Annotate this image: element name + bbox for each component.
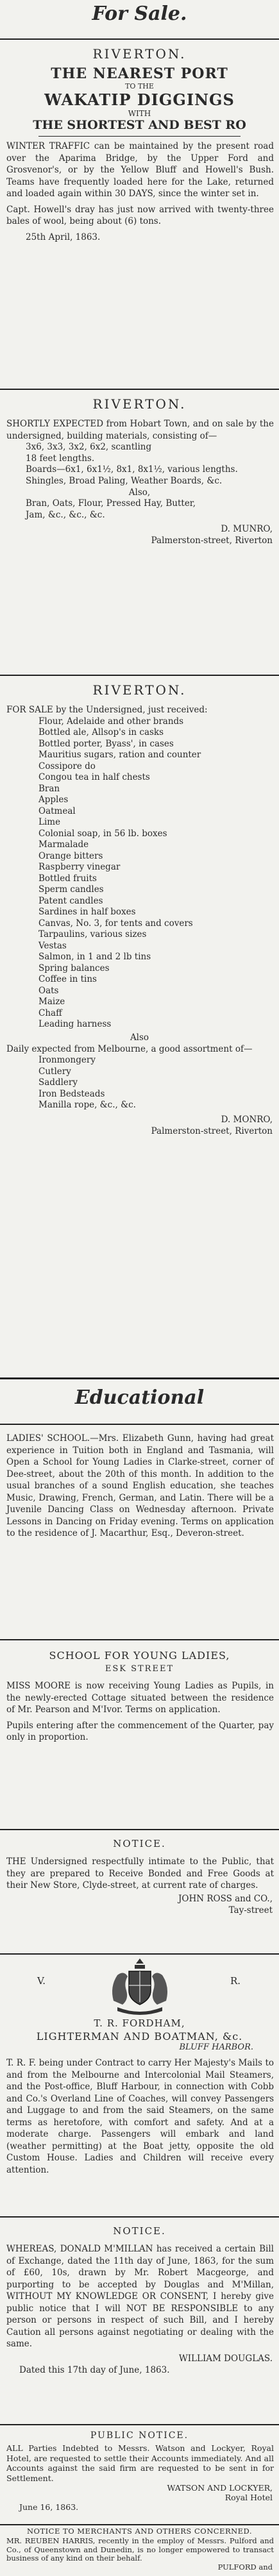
advert-notice-merchants xyxy=(0,2525,279,2576)
advert-public-notice xyxy=(0,2427,279,2523)
materials-list xyxy=(0,442,279,487)
advert-heading: RIVERTON. xyxy=(92,396,187,412)
advert-body: Capt. Howell's dray has just now arrived with twenty-three bales of wool, being about (6) tons. xyxy=(6,204,274,226)
advert-school-esk-street xyxy=(0,1642,279,1828)
advert-address: Tay-street xyxy=(228,1905,273,1915)
advert-date: June 16, 1863. xyxy=(19,2502,79,2512)
list-item: Boards—6x1, 6x1½, 8x1, 8x1½, various lengths. xyxy=(26,464,238,475)
crest-right-letter: R. xyxy=(230,1975,241,1987)
divider xyxy=(0,38,279,40)
list-item: Jam, &c., &c., &c. xyxy=(26,509,105,520)
advert-body: MR. REUBEN HARRIS, recently in the employ of Messrs. Pulford and Co., of Queenstown and Dunedin, is no longer empowered to transact business of any kind on their behalf. xyxy=(6,2536,274,2563)
list-item: Vestas xyxy=(38,940,67,951)
advert-signature: WATSON AND LOCKYER, xyxy=(167,2483,273,2493)
divider xyxy=(38,136,241,137)
list-item: Salmon, in 1 and 2 lb tins xyxy=(38,952,151,962)
advert-body: WINTER TRAFFIC can be maintained by the present road over the Aparima Bridge, by the Upper Ford and Grosvenor's, or by the Yellow Bluff and Howell's Bush. Teams have frequently loaded here for the Lake, returned and loaded again within 30 DAYS, since the winter set in. xyxy=(6,141,274,199)
list-item: Canvas, No. 3, for tents and covers xyxy=(38,918,193,929)
list-item: Shingles, Broad Paling, Weather Boards, &c. xyxy=(26,475,223,486)
royal-crest-row xyxy=(0,1956,279,2017)
advert-line: WITH xyxy=(128,109,151,118)
list-item: 18 feet lengths. xyxy=(26,453,95,464)
divider xyxy=(0,1424,279,1425)
list-item: Bran xyxy=(38,783,60,794)
advert-line: THE NEAREST PORT xyxy=(51,65,228,82)
advert-body: MISS MOORE is now receiving Young Ladies as Pupils, in the newly-erected Cottage situated between the residence of Mr. Pearson and M'Ivor. Terms on application. xyxy=(6,1681,274,1715)
advert-address: Palmerston-street, Riverton xyxy=(151,535,273,546)
advert-date: Dated this 17th day of June, 1863. xyxy=(19,2364,170,2375)
list-item: Spring balances xyxy=(38,963,110,973)
advert-also: Also, xyxy=(128,487,151,498)
advert-intro: FOR SALE by the Undersigned, just received: xyxy=(6,705,208,715)
advert-body: THE Undersigned respectfully intimate to the Public, that they are prepared to Receive Bonded and Free Goods at their New Store, Clyde-street, at current rate of charges. xyxy=(6,1856,274,1890)
advert-body: Pupils entering after the commencement of the Quarter, pay only in proportion. xyxy=(6,1720,274,1742)
advert-heading: NOTICE TO MERCHANTS AND OTHERS CONCERNED. xyxy=(26,2527,253,2536)
advert-heading: SCHOOL FOR YOUNG LADIES, xyxy=(49,1649,230,1662)
list-item: Saddlery xyxy=(38,1077,78,1088)
list-item: Oats xyxy=(38,985,59,996)
advert-line: TO THE xyxy=(125,82,154,90)
list-item: Sperm candles xyxy=(38,884,104,895)
advert-address: Royal Hotel xyxy=(224,2493,273,2502)
advert-building-materials xyxy=(0,391,279,673)
advert-body: SHORTLY EXPECTED from Hobart Town, and on sale by the undersigned, building materials, consisting of— xyxy=(6,419,274,441)
divider xyxy=(0,2424,279,2425)
list-item: Maize xyxy=(38,997,65,1007)
list-item: Patent candles xyxy=(38,895,103,906)
advert-subheading: ESK STREET xyxy=(105,1664,174,1674)
divider xyxy=(0,2216,279,2218)
list-item: Leading harness xyxy=(38,1019,112,1029)
list-item: Marmalade xyxy=(38,839,89,850)
list-item: Bottled porter, Byass', in cases xyxy=(38,738,174,749)
divider xyxy=(0,1829,279,1830)
list-item: Cutlery xyxy=(38,1066,71,1077)
list-item: Ironmongery xyxy=(38,1055,96,1065)
advert-signature: D. MONRO, xyxy=(221,1114,273,1125)
list-item: Cossipore do xyxy=(38,761,96,771)
divider xyxy=(0,675,279,676)
advert-heading: NOTICE. xyxy=(113,2225,166,2237)
advert-heading: LIGHTERMAN AND BOATMAN, &c. xyxy=(36,2030,243,2042)
advert-riverton-port xyxy=(0,41,279,387)
list-item: Bottled fruits xyxy=(38,873,97,884)
section-header xyxy=(0,1380,279,1422)
list-item: Flour, Adelaide and other brands xyxy=(38,716,184,727)
advert-name: T. R. FORDHAM, xyxy=(94,2017,185,2029)
advert-heading: RIVERTON. xyxy=(92,46,187,62)
advert-signature: WILLIAM DOUGLAS. xyxy=(178,2353,273,2364)
crest-left-letter: V. xyxy=(37,1975,46,1987)
advert-notice-ross xyxy=(0,1831,279,1952)
goods-list xyxy=(0,1055,279,1111)
section-title: For Sale. xyxy=(92,3,187,25)
advert-notice-douglas xyxy=(0,2219,279,2423)
advert-body: LADIES' SCHOOL.—Mrs. Elizabeth Gunn, having had great experience in Tuition both in England and Tasmania, will Open a School for Young Ladies in Clarke-street, corner of Dee-street, about the 20th of this month. In addition to the usual branches of a sound English education, she teaches Music, Drawing, French, German, and Latin. There will be a Juvenile Dancing Class on Wednesday afternoon. Private Lessons in Dancing on Friday evening. Terms on application to the residence of J. Macarthur, Esq., Deveron-street. xyxy=(6,1433,274,1538)
list-item: Bran, Oats, Flour, Pressed Hay, Butter, xyxy=(26,498,196,509)
section-header xyxy=(0,0,279,38)
divider xyxy=(0,1639,279,1640)
advert-heading: NOTICE. xyxy=(113,1838,166,1849)
list-item: Coffee in tins xyxy=(38,974,97,984)
advert-line: WAKATIP DIGGINGS xyxy=(44,90,235,109)
list-item: Raspberry vinegar xyxy=(38,862,121,872)
list-item: Orange bitters xyxy=(38,850,103,861)
advert-heading: PUBLIC NOTICE. xyxy=(90,2430,189,2441)
advert-also: Also xyxy=(130,1032,149,1043)
goods-list xyxy=(0,716,279,1031)
advert-general-goods xyxy=(0,677,279,1376)
advert-fordham xyxy=(0,1956,279,2215)
list-item: Colonial soap, in 56 lb. boxes xyxy=(38,828,167,839)
list-item: Oatmeal xyxy=(38,805,76,816)
advert-body: ALL Parties Indebted to Messrs. Watson and Lockyer, Royal Hotel, are requested to settle their Accounts immediately. And all Accounts against the said firm are requested to be sent in for Settlement. xyxy=(6,2443,274,2483)
advert-signature: PULFORD and xyxy=(217,2562,273,2572)
advert-body: Daily expected from Melbourne, a good assortment of— xyxy=(6,1043,253,1054)
royal-coat-of-arms-icon xyxy=(105,1956,175,2015)
advert-address: Palmerston-street, Riverton xyxy=(151,1125,273,1136)
advert-date: 25th April, 1863. xyxy=(26,232,101,242)
advert-ladies-school xyxy=(0,1426,279,1638)
list-item: Bottled ale, Allsop's in casks xyxy=(38,727,164,737)
list-item: Apples xyxy=(38,795,69,805)
list-item: Chaff xyxy=(38,1007,62,1018)
list-item: 3x6, 3x3, 3x2, 6x2, scantling xyxy=(26,442,152,452)
divider xyxy=(0,1377,279,1379)
advert-heading: RIVERTON. xyxy=(92,682,187,698)
advert-body: WHEREAS, DONALD M'MILLAN has received a certain Bill of Exchange, dated the 11th day of June, 1863, for the sum of £60, 10s, drawn by Mr. Robert Macgeorge, and purporting to be accepted by Douglas and M'Millan, WITHOUT MY KNOWLEDGE OR CONSENT, I hereby give public notice that I will NOT BE RESPONSIBLE to any person or persons in respect of such Bill, and I hereby Caution all persons against negotiating or dealing with the same. xyxy=(6,2244,274,2349)
list-item: Lime xyxy=(38,817,61,827)
advert-place: BLUFF HARBOR. xyxy=(179,2042,253,2052)
divider xyxy=(0,389,279,390)
divider xyxy=(0,1953,279,1955)
advert-signature: JOHN ROSS and CO., xyxy=(178,1893,273,1904)
section-title: Educational xyxy=(74,1386,205,1409)
list-item: Mauritius sugars, ration and counter xyxy=(38,750,201,760)
advert-line: THE SHORTEST AND BEST RO xyxy=(33,118,246,132)
list-item: Sardines in half boxes xyxy=(38,907,136,917)
advert-signature: D. MUNRO, xyxy=(221,524,273,534)
advert-body: T. R. F. being under Contract to carry Her Majesty's Mails to and from the Melbourne and Intercolonial Mail Steamers, and the Post-office, Bluff Harbour, in connection with Cobb and Co.'s Overland Line of Coaches, will convey Passengers and Luggage to and from the said Steamers, on the same terms as heretofore, with comfort and safety. And at a moderate charge. Passengers will embark and land (weather permitting) at the Boat jetty, opposite the old Custom House. Ladies and Children will receive every attention. xyxy=(6,2058,274,2175)
list-item: Manilla rope, &c., &c. xyxy=(38,1100,136,1110)
list-item: Iron Bedsteads xyxy=(38,1088,105,1099)
goods-list xyxy=(0,498,279,521)
list-item: Tarpaulins, various sizes xyxy=(38,929,147,939)
list-item: Congou tea in half chests xyxy=(38,772,150,782)
